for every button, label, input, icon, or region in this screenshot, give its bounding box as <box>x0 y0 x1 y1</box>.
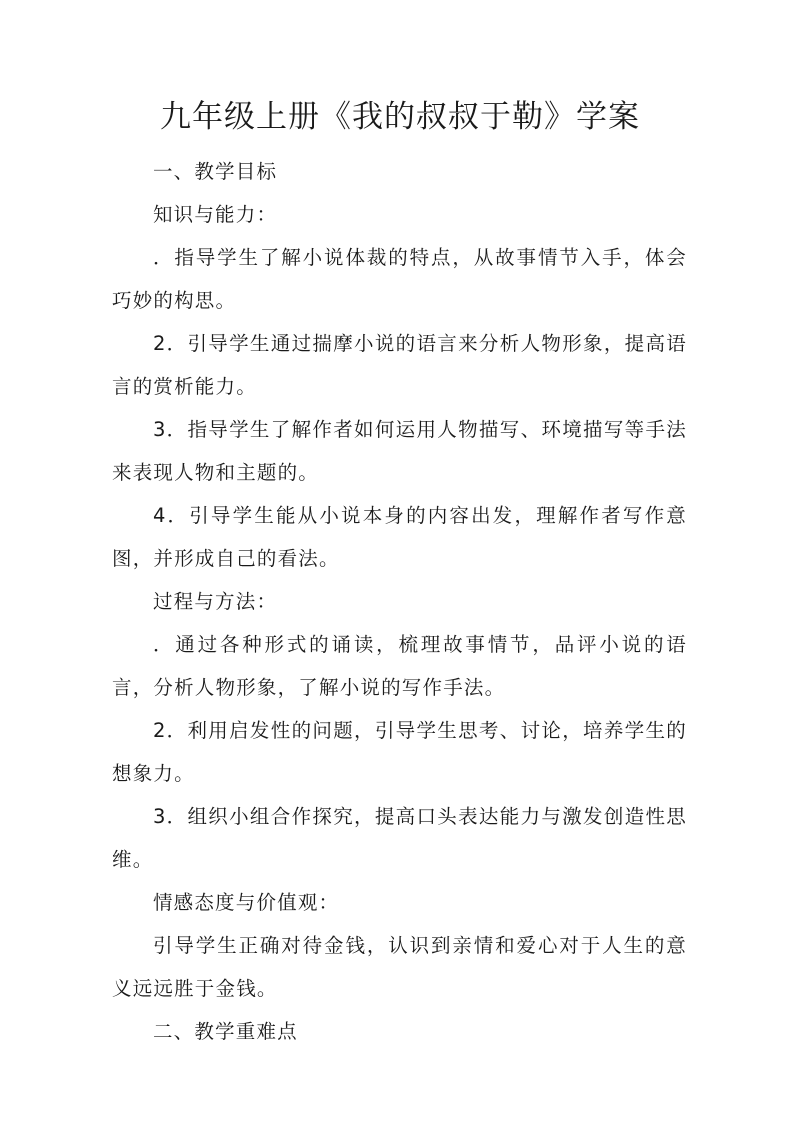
subheading-knowledge-ability: 知识与能力： <box>152 203 278 226</box>
paragraph-item: 4．引导学生能从小说本身的内容出发，理解作者写作意图，并形成自己的看法。 <box>112 504 687 570</box>
paragraph-item: 引导学生正确对待金钱，认识到亲情和爱心对于人生的意义远远胜于金钱。 <box>112 934 687 1000</box>
paragraph-item: 2．利用启发性的问题，引导学生思考、讨论，培养学生的想象力。 <box>112 719 687 785</box>
paragraph-item: 2．引导学生通过揣摩小说的语言来分析人物形象，提高语言的赏析能力。 <box>112 332 687 398</box>
paragraph-item: ．指导学生了解小说体裁的特点，从故事情节入手，体会巧妙的构思。 <box>112 246 687 312</box>
section-heading-teaching-goals: 一、教学目标 <box>152 160 278 183</box>
subheading-attitude-values: 情感态度与价值观： <box>152 891 340 914</box>
document-body <box>112 150 687 1053</box>
subheading-process-method: 过程与方法： <box>152 590 278 613</box>
section-heading-key-difficulties: 二、教学重难点 <box>152 1020 298 1043</box>
document-title: 九年级上册《我的叔叔于勒》学案 <box>160 99 640 135</box>
paragraph-item: 3．组织小组合作探究，提高口头表达能力与激发创造性思维。 <box>112 805 687 871</box>
paragraph-item: ．通过各种形式的诵读，梳理故事情节，品评小说的语言，分析人物形象，了解小说的写作手法。 <box>112 633 687 699</box>
paragraph-item: 3．指导学生了解作者如何运用人物描写、环境描写等手法来表现人物和主题的。 <box>112 418 687 484</box>
